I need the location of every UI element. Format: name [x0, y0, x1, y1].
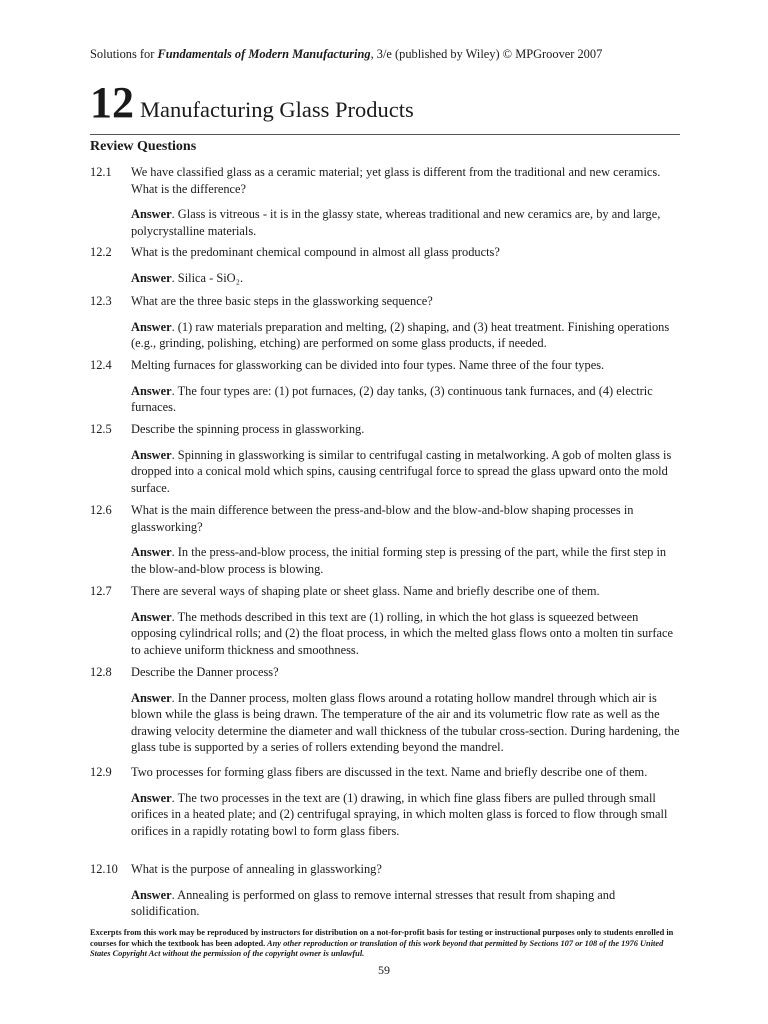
- question-number: 12.1: [90, 165, 112, 179]
- qa-item-12-10: [90, 861, 680, 920]
- header-book-title: Fundamentals of Modern Manufacturing: [157, 47, 371, 61]
- question-text: What is the purpose of annealing in glassworking?: [131, 862, 382, 876]
- answer-text: . The two processes in the text are (1) drawing, in which fine glass fibers are pulled through small orifices in a heated plate; and (2) centrifugal spraying, in which molten glass is forced to flow through small orifices in a rapidly rotating bowl to form glass fibers.: [131, 790, 668, 838]
- answer-text: . In the Danner process, molten glass flows around a rotating hollow mandrel through which air is blown while the glass is being drawn. The temperature of the air and its volumetric flow rate as well as the drawing velocity determine the diameter and wall thickness of the tubular cross-section. During hardening, the glass tube is supported by a series of rollers extending beyond the mandrel.: [131, 690, 680, 754]
- question-text: Describe the spinning process in glassworking.: [131, 422, 365, 436]
- section-title: Review Questions: [90, 139, 197, 154]
- chapter-heading: [90, 77, 414, 127]
- qa-item-12-1: [90, 164, 680, 239]
- question-text: We have classified glass as a ceramic material; yet glass is different from the traditional and new ceramics. What is the difference?: [131, 165, 661, 196]
- answer-label: Answer: [131, 690, 172, 705]
- header-suffix: , 3/e (published by Wiley) © MPGroover 2007: [370, 47, 603, 61]
- answer-label: Answer: [131, 270, 172, 285]
- running-header: [90, 47, 602, 62]
- answer-text: . (1) raw materials preparation and melting, (2) shaping, and (3) heat treatment. Finishing operations (e.g., grinding, polishing, etching) are performed on some glass products, if needed.: [131, 319, 670, 350]
- question-number: 12.6: [90, 503, 112, 517]
- answer-label: Answer: [131, 319, 172, 334]
- answer-text: . Silica - SiO₂.: [171, 270, 244, 285]
- chapter-title: Manufacturing Glass Products: [140, 97, 414, 122]
- copyright-footer: [90, 928, 680, 960]
- question-number: 12.4: [90, 358, 112, 372]
- question-number: 12.5: [90, 422, 112, 436]
- answer-text: . The four types are: (1) pot furnaces, (2) day tanks, (3) continuous tank furnaces, and (4) electric furnaces.: [131, 383, 653, 414]
- answer-label: Answer: [131, 545, 172, 559]
- qa-item-12-8: [90, 664, 680, 756]
- answer-text: . Glass is vitreous - it is in the glassy state, whereas traditional and new ceramics are, by and large, polycrystalline materials.: [131, 207, 661, 238]
- footer-notice-italic: Any other reproduction or translation of this work beyond that permitted by Sections 107 or 108 of the 1976 United States Copyright Act without the permission of the copyright owner is unlawful.: [90, 938, 664, 959]
- question-number: 12.10: [90, 862, 118, 876]
- qa-item-12-3: [90, 293, 680, 352]
- answer-label: Answer: [131, 383, 172, 398]
- answer-label: Answer: [131, 609, 172, 624]
- question-text: What are the three basic steps in the glassworking sequence?: [131, 294, 433, 308]
- qa-item-12-7: [90, 583, 680, 658]
- answer-label: Answer: [131, 207, 172, 221]
- qa-item-12-9: [90, 764, 680, 839]
- question-number: 12.3: [90, 294, 112, 308]
- question-text: Two processes for forming glass fibers are discussed in the text. Name and briefly describe one of them.: [131, 765, 648, 779]
- answer-label: Answer: [131, 447, 172, 462]
- chapter-number: 12: [90, 78, 134, 127]
- question-text: What is the predominant chemical compound in almost all glass products?: [131, 245, 500, 259]
- question-text: There are several ways of shaping plate or sheet glass. Name and briefly describe one of them.: [131, 584, 600, 598]
- question-text: Describe the Danner process?: [131, 665, 279, 679]
- question-text: Melting furnaces for glassworking can be divided into four types. Name three of the four types.: [131, 358, 605, 372]
- qa-item-12-5: [90, 421, 680, 496]
- answer-text: . Spinning in glassworking is similar to centrifugal casting in metalworking. A gob of molten glass is dropped into a conical mold which spins, causing centrifugal force to spread the glass upward onto the mold surface.: [131, 447, 672, 495]
- question-number: 12.2: [90, 245, 112, 259]
- answer-label: Answer: [131, 887, 172, 902]
- question-number: 12.8: [90, 665, 112, 679]
- answer-text: . In the press-and-blow process, the initial forming step is pressing of the part, while the first step in the blow-and-blow process is blowing.: [131, 545, 667, 576]
- qa-item-12-6: [90, 502, 680, 577]
- question-number: 12.9: [90, 765, 112, 779]
- heading-divider: [90, 134, 680, 135]
- page-number: 59: [378, 963, 390, 977]
- qa-item-12-4: [90, 357, 680, 416]
- answer-label: Answer: [131, 790, 172, 805]
- question-text: What is the main difference between the press-and-blow and the blow-and-blow shaping processes in glassworking?: [131, 503, 634, 534]
- answer-text: . Annealing is performed on glass to remove internal stresses that result from shaping and solidification.: [131, 887, 616, 918]
- question-number: 12.7: [90, 584, 112, 598]
- answer-text: . The methods described in this text are (1) rolling, in which the hot glass is squeezed between opposing cylindrical rolls; and (2) the float process, in which the melted glass flows onto a molten tin surface to achieve uniform thickness and smoothness.: [131, 609, 673, 657]
- qa-item-12-2: [90, 244, 680, 286]
- header-prefix: Solutions for: [90, 47, 158, 61]
- footer-notice: Excerpts from this work may be reproduced by instructors for distribution on a not-for-profit basis for testing or instructional purposes only to students enrolled in courses for which the textbook has been adopted.: [90, 928, 674, 948]
